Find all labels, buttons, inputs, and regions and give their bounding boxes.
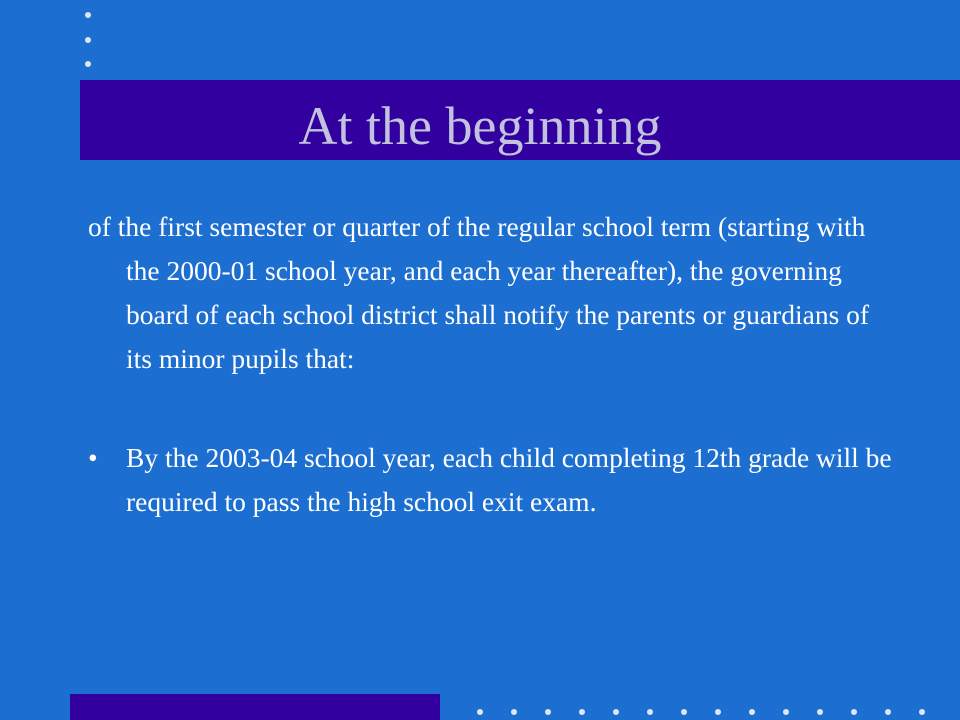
- bullet-text: By the 2003-04 school year, each child completing 12th grade will be required to pass the high school exit exam.: [126, 442, 892, 517]
- decorative-dot: [85, 61, 91, 67]
- decorative-dot: [715, 709, 721, 715]
- intro-paragraph: of the first semester or quarter of the regular school term (starting with the 2000-01 school year, and each year thereafter), the governing board of each school district shall notify the parents or guardians of its minor pupils that:: [88, 211, 870, 374]
- decorative-dot: [783, 709, 789, 715]
- decorative-dot: [749, 709, 755, 715]
- slide-title: At the beginning: [298, 96, 662, 156]
- decorative-dot: [85, 12, 91, 18]
- decorative-dot: [85, 37, 91, 43]
- decorative-dot: [477, 709, 483, 715]
- decorative-dot: [817, 709, 823, 715]
- decorative-dot: [579, 709, 585, 715]
- decorative-dot: [647, 709, 653, 715]
- decorative-dot: [919, 709, 925, 715]
- bullet-item: [88, 436, 898, 524]
- bullet-marker: •: [88, 442, 98, 473]
- slide-body: [88, 205, 898, 524]
- bottom-bar: [70, 694, 440, 720]
- decorative-dot: [681, 709, 687, 715]
- decorative-dot: [511, 709, 517, 715]
- decorative-dot: [545, 709, 551, 715]
- decorative-dot: [613, 709, 619, 715]
- decorative-dot: [885, 709, 891, 715]
- decorative-dot: [851, 709, 857, 715]
